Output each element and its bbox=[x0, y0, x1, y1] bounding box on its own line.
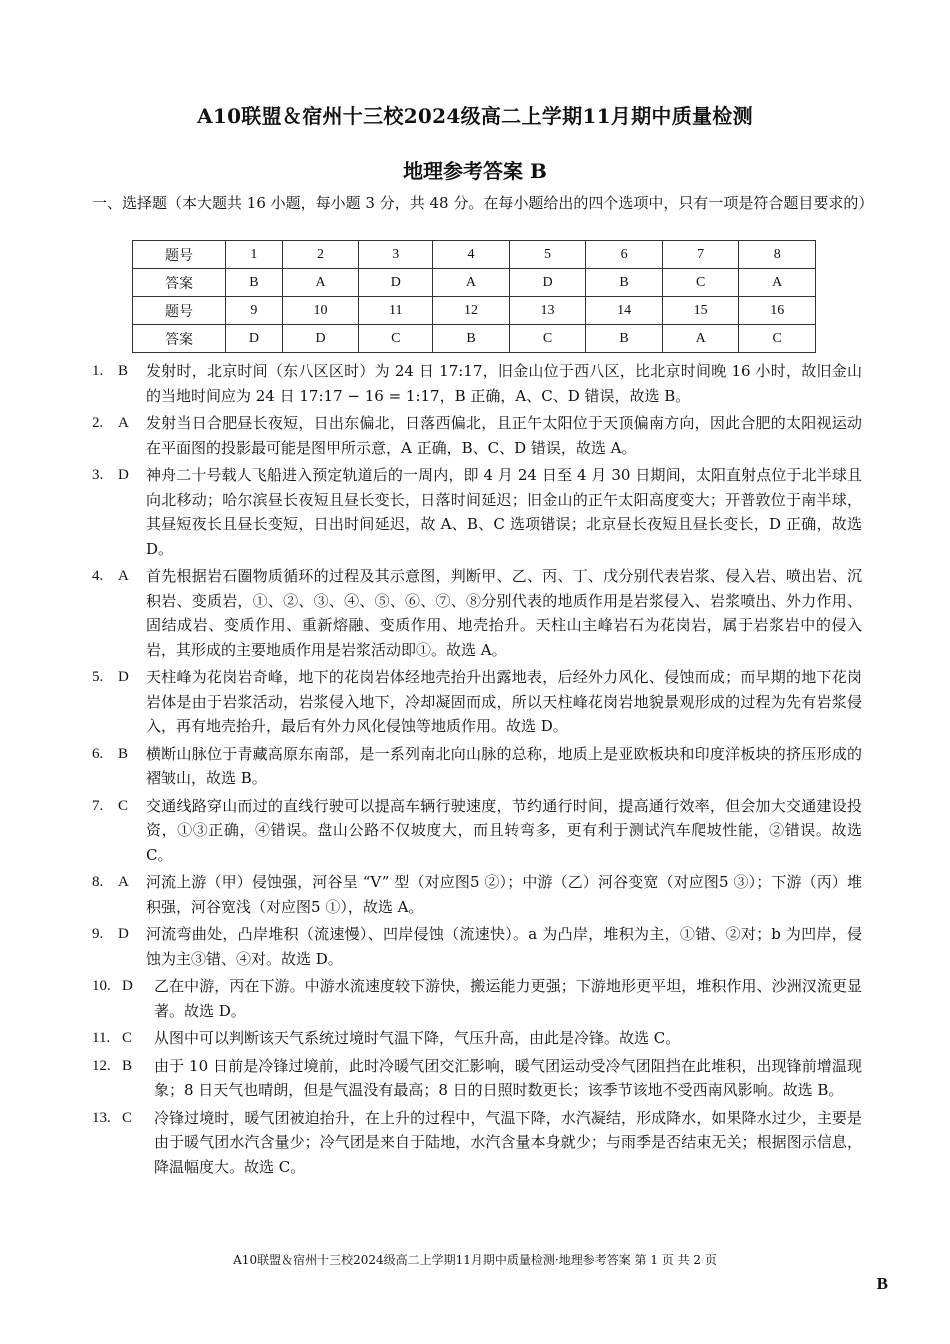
explanation-item bbox=[92, 742, 862, 791]
table-cell: B bbox=[433, 325, 510, 353]
table-cell: B bbox=[226, 269, 283, 297]
question-number: 5. bbox=[92, 669, 104, 685]
table-cell: 14 bbox=[586, 297, 663, 325]
row-label-number: 题号 bbox=[133, 297, 226, 325]
document-title: A10联盟＆宿州十三校2024级高二上学期11月期中质量检测 bbox=[197, 104, 753, 128]
table-cell: 3 bbox=[359, 241, 433, 269]
explanation-item bbox=[92, 411, 862, 460]
table-cell: B bbox=[586, 325, 663, 353]
version-mark: B bbox=[876, 1274, 888, 1293]
explanation-text: 天柱峰为花岗岩奇峰，地下的花岗岩体经地壳抬升出露地表，后经外力风化、侵蚀而成；而早期的地下花岗岩体是由于岩浆活动，岩浆侵入地下，冷却凝固而成，所以天柱峰花岗岩地貌景观形成的过程为先有岩浆侵入，再有地壳抬升，最后有外力风化侵蚀等地质作用。故选 D。 bbox=[146, 668, 862, 735]
question-number: 4. bbox=[92, 568, 104, 584]
question-answer: D bbox=[118, 467, 129, 483]
question-number: 11. bbox=[92, 1030, 111, 1046]
explanation-item bbox=[92, 1054, 862, 1103]
table-cell: D bbox=[509, 269, 586, 297]
explanation-text: 发射时，北京时间（东八区区时）为 24 日 17:17，旧金山位于西八区，比北京时间晚 16 小时，故旧金山的当地时间应为 24 日 17:17 − 16 = 1:17，B 正确，A、C、D 错误，故选 B。 bbox=[146, 362, 862, 405]
table-cell: C bbox=[739, 325, 816, 353]
question-answer: A bbox=[118, 415, 129, 431]
explanation-text: 发射当日合肥昼长夜短，日出东偏北，日落西偏北，且正午太阳位于天顶偏南方向，因此合肥的太阳视运动在平面图的投影最可能是图甲所示意，A 正确，B、C、D 错误，故选 A。 bbox=[146, 414, 862, 457]
table-cell: 7 bbox=[662, 241, 739, 269]
question-answer: A bbox=[118, 874, 129, 890]
answer-table bbox=[132, 240, 816, 353]
table-cell: 16 bbox=[739, 297, 816, 325]
table-cell: 8 bbox=[739, 241, 816, 269]
explanation-item bbox=[92, 665, 862, 739]
explanation-item bbox=[92, 564, 862, 662]
question-answer: B bbox=[122, 1057, 133, 1074]
question-number: 1. bbox=[92, 363, 104, 379]
explanation-text: 河流弯曲处，凸岸堆积（流速慢）、凹岸侵蚀（流速快）。a 为凸岸，堆积为主，①错、②对；b 为凹岸，侵蚀为主③错、④对。故选 D。 bbox=[146, 925, 862, 968]
question-number: 13. bbox=[92, 1109, 111, 1126]
question-answer: B bbox=[118, 745, 129, 762]
question-answer: C bbox=[122, 1109, 133, 1126]
explanation-item bbox=[92, 359, 862, 408]
explanation-text: 从图中可以判断该天气系统过境时气温下降，气压升高，由此是冷锋。故选 C。 bbox=[154, 1029, 681, 1047]
table-cell: C bbox=[509, 325, 586, 353]
table-cell: 2 bbox=[282, 241, 359, 269]
question-answer: B bbox=[118, 363, 129, 379]
explanation-text: 冷锋过境时，暖气团被迫抬升，在上升的过程中，气温下降，水汽凝结，形成降水，如果降水过少，主要是由于暖气团水汽含量少；冷气团是来自于陆地，水汽含量本身就少；与雨季是否结束无关；根据图示信息，降温幅度大。故选 C。 bbox=[154, 1108, 862, 1176]
explanation-text: 横断山脉位于青藏高原东南部，是一系列南北向山脉的总称，地质上是亚欧板块和印度洋板块的挤压形成的褶皱山，故选 B。 bbox=[146, 744, 862, 787]
question-number: 2. bbox=[92, 415, 104, 431]
explanation-item bbox=[92, 1106, 862, 1180]
question-number: 12. bbox=[92, 1057, 111, 1074]
table-cell: A bbox=[662, 325, 739, 353]
table-cell: D bbox=[359, 269, 433, 297]
table-cell: 10 bbox=[282, 297, 359, 325]
question-number: 3. bbox=[92, 467, 104, 483]
question-answer: C bbox=[122, 1030, 133, 1046]
table-cell: A bbox=[282, 269, 359, 297]
question-number: 8. bbox=[92, 874, 104, 890]
table-row-numbers-2 bbox=[133, 297, 816, 325]
question-answer: D bbox=[122, 978, 133, 994]
table-cell: A bbox=[433, 269, 510, 297]
table-cell: D bbox=[226, 325, 283, 353]
section-heading: 一、选择题（本大题共 16 小题，每小题 3 分，共 48 分。在每小题给出的四个选项中，只有一项是符合题目要求的） bbox=[92, 194, 874, 212]
table-cell: 15 bbox=[662, 297, 739, 325]
question-number: 9. bbox=[92, 926, 104, 942]
explanation-text: 河流上游（甲）侵蚀强，河谷呈 “V” 型（对应图5 ②）；中游（乙）河谷变宽（对应图5 ③）；下游（丙）堆积强，河谷宽浅（对应图5 ①），故选 A。 bbox=[146, 873, 862, 916]
table-cell: C bbox=[359, 325, 433, 353]
table-row-answers-2 bbox=[133, 325, 816, 353]
question-number: 6. bbox=[92, 745, 104, 762]
explanation-text: 乙在中游，丙在下游。中游水流速度较下游快，搬运能力更强；下游地形更平坦，堆积作用、沙洲汊流更显著。故选 D。 bbox=[154, 977, 862, 1020]
explanation-item bbox=[92, 1026, 862, 1051]
explanation-item bbox=[92, 794, 862, 868]
question-answer: A bbox=[118, 568, 129, 584]
question-answer: D bbox=[118, 669, 129, 685]
question-number: 7. bbox=[92, 797, 104, 814]
page-footer: A10联盟＆宿州十三校2024级高二上学期11月期中质量检测·地理参考答案 第 1 页 共 2 页 bbox=[233, 1253, 717, 1267]
table-cell: 12 bbox=[433, 297, 510, 325]
table-cell: C bbox=[662, 269, 739, 297]
explanation-item bbox=[92, 922, 862, 971]
table-cell: 4 bbox=[433, 241, 510, 269]
question-answer: D bbox=[118, 926, 129, 942]
table-cell: A bbox=[739, 269, 816, 297]
explanation-text: 由于 10 日前是冷锋过境前，此时冷暖气团交汇影响，暖气团运动受冷气团阻挡在此堆积，出现锋前增温现象；8 日天气也晴朗，但是气温没有最高；8 日的日照时数更长；该季节该地不受西南风影响。故选 B。 bbox=[154, 1056, 862, 1099]
explanation-item bbox=[92, 463, 862, 561]
table-cell: D bbox=[282, 325, 359, 353]
table-row-answers-1 bbox=[133, 269, 816, 297]
explanation-text: 交通线路穿山而过的直线行驶可以提高车辆行驶速度，节约通行时间，提高通行效率，但会加大交通建设投资，①③正确，④错误。盘山公路不仅坡度大，而且转弯多，更有利于测试汽车爬坡性能，②错误。故选 C。 bbox=[146, 796, 862, 864]
row-label-number: 题号 bbox=[133, 241, 226, 269]
row-label-answer: 答案 bbox=[133, 269, 226, 297]
row-label-answer: 答案 bbox=[133, 325, 226, 353]
table-row-numbers-1 bbox=[133, 241, 816, 269]
question-number: 10. bbox=[92, 978, 111, 994]
table-cell: 9 bbox=[226, 297, 283, 325]
table-cell: 11 bbox=[359, 297, 433, 325]
explanation-list bbox=[92, 359, 862, 1182]
table-cell: 13 bbox=[509, 297, 586, 325]
table-cell: 6 bbox=[586, 241, 663, 269]
table-cell: B bbox=[586, 269, 663, 297]
table-cell: 5 bbox=[509, 241, 586, 269]
document-subtitle: 地理参考答案 B bbox=[403, 159, 547, 183]
explanation-item bbox=[92, 870, 862, 919]
explanation-text: 首先根据岩石圈物质循环的过程及其示意图，判断甲、乙、丙、丁、戊分别代表岩浆、侵入岩、喷出岩、沉积岩、变质岩，①、②、③、④、⑤、⑥、⑦、⑧分别代表的地质作用是岩浆侵入、岩浆喷出、外力作用、固结成岩、变质作用、重新熔融、变质作用、地壳抬升。天柱山主峰岩石为花岗岩，属于岩浆岩中的侵入岩，其形成的主要地质作用是岩浆活动即①。故选 A。 bbox=[146, 567, 862, 659]
explanation-item bbox=[92, 974, 862, 1023]
explanation-text: 神舟二十号载人飞船进入预定轨道后的一周内，即 4 月 24 日至 4 月 30 日期间，太阳直射点位于北半球且向北移动；哈尔滨昼长夜短且昼长变长，日落时间延迟；旧金山的正午太阳高度变大；开普敦位于南半球，其昼短夜长且昼长变短，日出时间延迟，故 A、B、C 选项错误；北京昼长夜短且昼长变长，D 正确，故选 D。 bbox=[146, 466, 862, 558]
question-answer: C bbox=[118, 797, 129, 814]
table-cell: 1 bbox=[226, 241, 283, 269]
